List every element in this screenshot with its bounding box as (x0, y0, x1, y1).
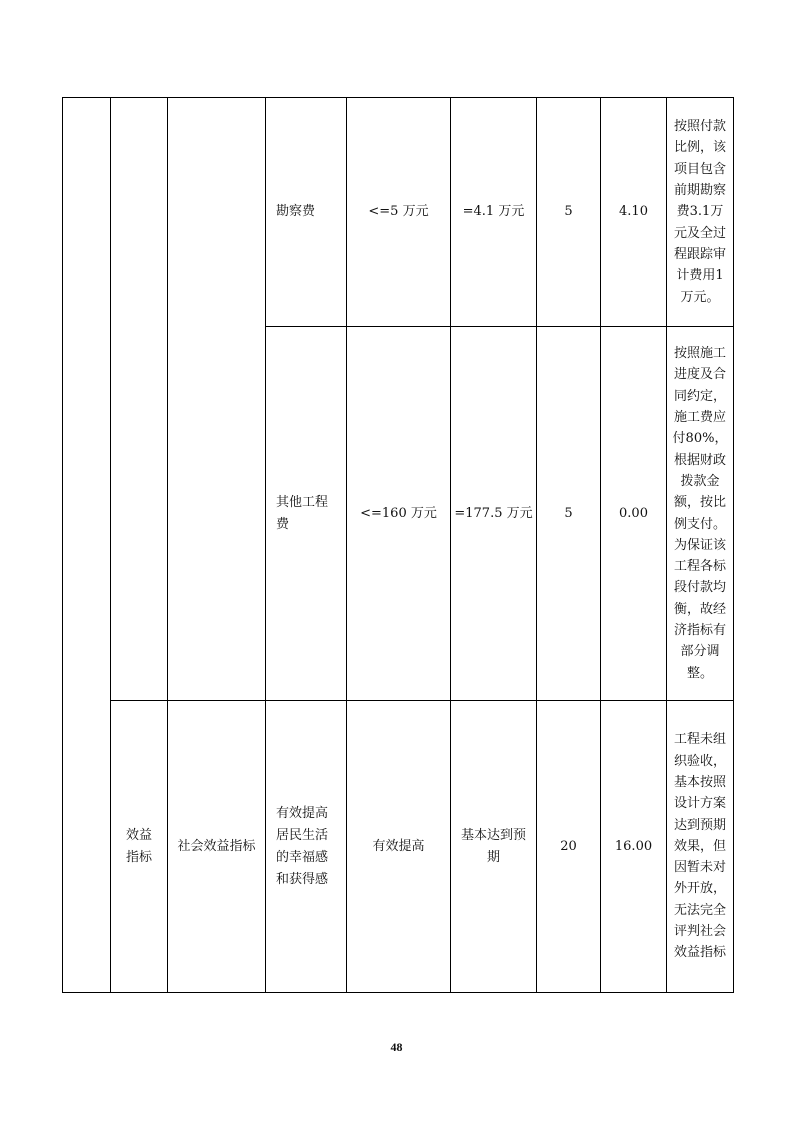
note-cell: 按照付款比例，该项目包含前期勘察费3.1万元及全过程跟踪审计费用1万元。 (673, 119, 726, 305)
page-number: 48 (390, 1040, 403, 1054)
score-cell: 0.00 (619, 505, 648, 521)
note-cell: 工程未组织验收，基本按照设计方案达到预期效果，但因暂未对外开放，无法完全评判社会效益指标 (673, 732, 726, 961)
weight-cell: 20 (560, 838, 577, 854)
indicator-cell: 勘察费 (276, 204, 316, 219)
indicator-cell: 有效提高居民生活的幸福感和获得感 (276, 805, 329, 887)
target-cell: 有效提高 (372, 838, 425, 854)
table-right-border (733, 97, 734, 993)
level3-cell: 社会效益指标 (177, 838, 256, 854)
weight-cell: 5 (564, 505, 573, 521)
table-bottom-border (62, 992, 734, 993)
actual-cell: =4.1 万元 (462, 204, 525, 219)
indicator-cell: 其他工程费 (276, 494, 329, 532)
target-cell: <=160 万元 (360, 505, 437, 521)
actual-cell: 基本达到预期 (460, 827, 526, 865)
note-cell: 按照施工进度及合同约定，施工费应付80%，根据财政拨款金额，按比例支付。为保证该工程各标段付款均衡，故经济指标有部分调整。 (672, 346, 728, 681)
target-cell: <=5 万元 (368, 204, 429, 219)
score-cell: 16.00 (614, 838, 653, 854)
level2-cell: 效益指标 (125, 827, 152, 865)
score-cell: 4.10 (619, 204, 648, 219)
column-divider (62, 97, 63, 993)
weight-cell: 5 (564, 204, 573, 219)
actual-cell: =177.5 万元 (454, 505, 533, 521)
